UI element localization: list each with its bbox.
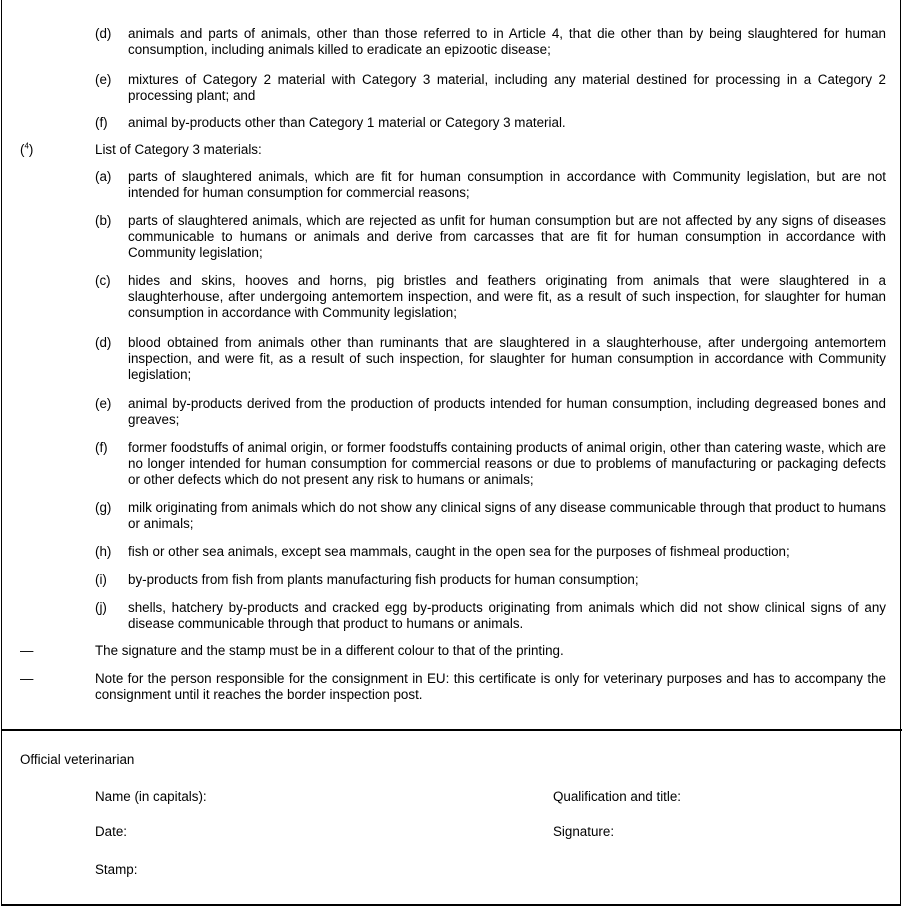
- item-text: animal by-products derived from the production of products intended for human consumption, including degreased bones and greaves;: [128, 396, 886, 427]
- signature-label: Signature:: [553, 824, 615, 839]
- item-label: (d): [95, 26, 112, 41]
- item-text: animal by-products other than Category 1 material or Category 3 material.: [128, 115, 566, 130]
- name-label: Name (in capitals):: [95, 789, 207, 804]
- item-text: hides and skins, hooves and horns, pig bristles and feathers originating from animals that were slaughtered in a slaughterhouse, after undergoing antemortem inspection, and were fit, as a result of such inspection, for slaughter for human consumption in accordance with Community legislation;: [128, 273, 886, 320]
- item-text: by-products from fish from plants manufacturing fish products for human consumption;: [128, 572, 639, 587]
- section-divider: [1, 729, 902, 731]
- qualification-label: Qualification and title:: [553, 789, 682, 804]
- item-text: parts of slaughtered animals, which are fit for human consumption in accordance with Community legislation, but are not intended for human consumption for commercial reasons;: [128, 169, 886, 200]
- item-label: (b): [95, 213, 112, 228]
- item-text: animals and parts of animals, other than those referred to in Article 4, that die other than by being slaughtered for human consumption, including animals killed to eradicate an epizootic disease;: [128, 26, 886, 57]
- footnote-text: List of Category 3 materials:: [95, 142, 262, 157]
- date-label: Date:: [95, 824, 128, 839]
- stamp-label: Stamp:: [95, 862, 138, 877]
- item-label: (d): [95, 335, 112, 350]
- dash-marker: —: [20, 671, 34, 686]
- item-label: (e): [95, 396, 112, 411]
- item-label: (g): [95, 500, 112, 515]
- item-text: parts of slaughtered animals, which are rejected as unfit for human consumption but are not affected by any signs of diseases communicable to humans or animals and derive from carcasses that are fit for human consumption in accordance with Community legislation;: [128, 213, 886, 260]
- item-label: (e): [95, 72, 112, 87]
- item-text: mixtures of Category 2 material with Category 3 material, including any material destined for processing in a Category 2 processing plant; and: [128, 72, 886, 103]
- item-label: (j): [95, 600, 107, 615]
- dash-marker: —: [20, 643, 34, 658]
- dash-note-text: Note for the person responsible for the consignment in EU: this certificate is only for veterinary purposes and has to accompany the consignment until it reaches the border inspection post.: [95, 671, 886, 702]
- official-veterinarian-heading: Official veterinarian: [20, 752, 135, 767]
- item-text: former foodstuffs of animal origin, or former foodstuffs containing products of animal origin, other than catering waste, which are no longer intended for human consumption for commercial reasons or due to problems of manufacturing or packaging defects or other defects which do not present any risk to humans or animals;: [128, 440, 886, 487]
- item-text: fish or other sea animals, except sea mammals, caught in the open sea for the purposes of fishmeal production;: [128, 544, 790, 559]
- item-label: (i): [95, 572, 107, 587]
- item-label: (c): [95, 273, 111, 288]
- dash-note-text: The signature and the stamp must be in a different colour to that of the printing.: [95, 643, 564, 658]
- item-text: milk originating from animals which do not show any clinical signs of any disease communicable through that product to humans or animals;: [128, 500, 886, 531]
- item-text: blood obtained from animals other than ruminants that are slaughtered in a slaughterhouse, after undergoing antemortem inspection, and were fit, as a result of such inspection, for slaughter for human consumption in accordance with Community legislation;: [128, 335, 886, 382]
- item-label: (a): [95, 169, 112, 184]
- footnote-marker: ($^4$): [20, 141, 34, 157]
- item-label: (f): [95, 440, 108, 455]
- item-label: (f): [95, 115, 108, 130]
- item-label: (h): [95, 544, 112, 559]
- item-text: shells, hatchery by-products and cracked egg by-products originating from animals which did not show clinical signs of any disease communicable through that product to humans or animals.: [128, 600, 886, 631]
